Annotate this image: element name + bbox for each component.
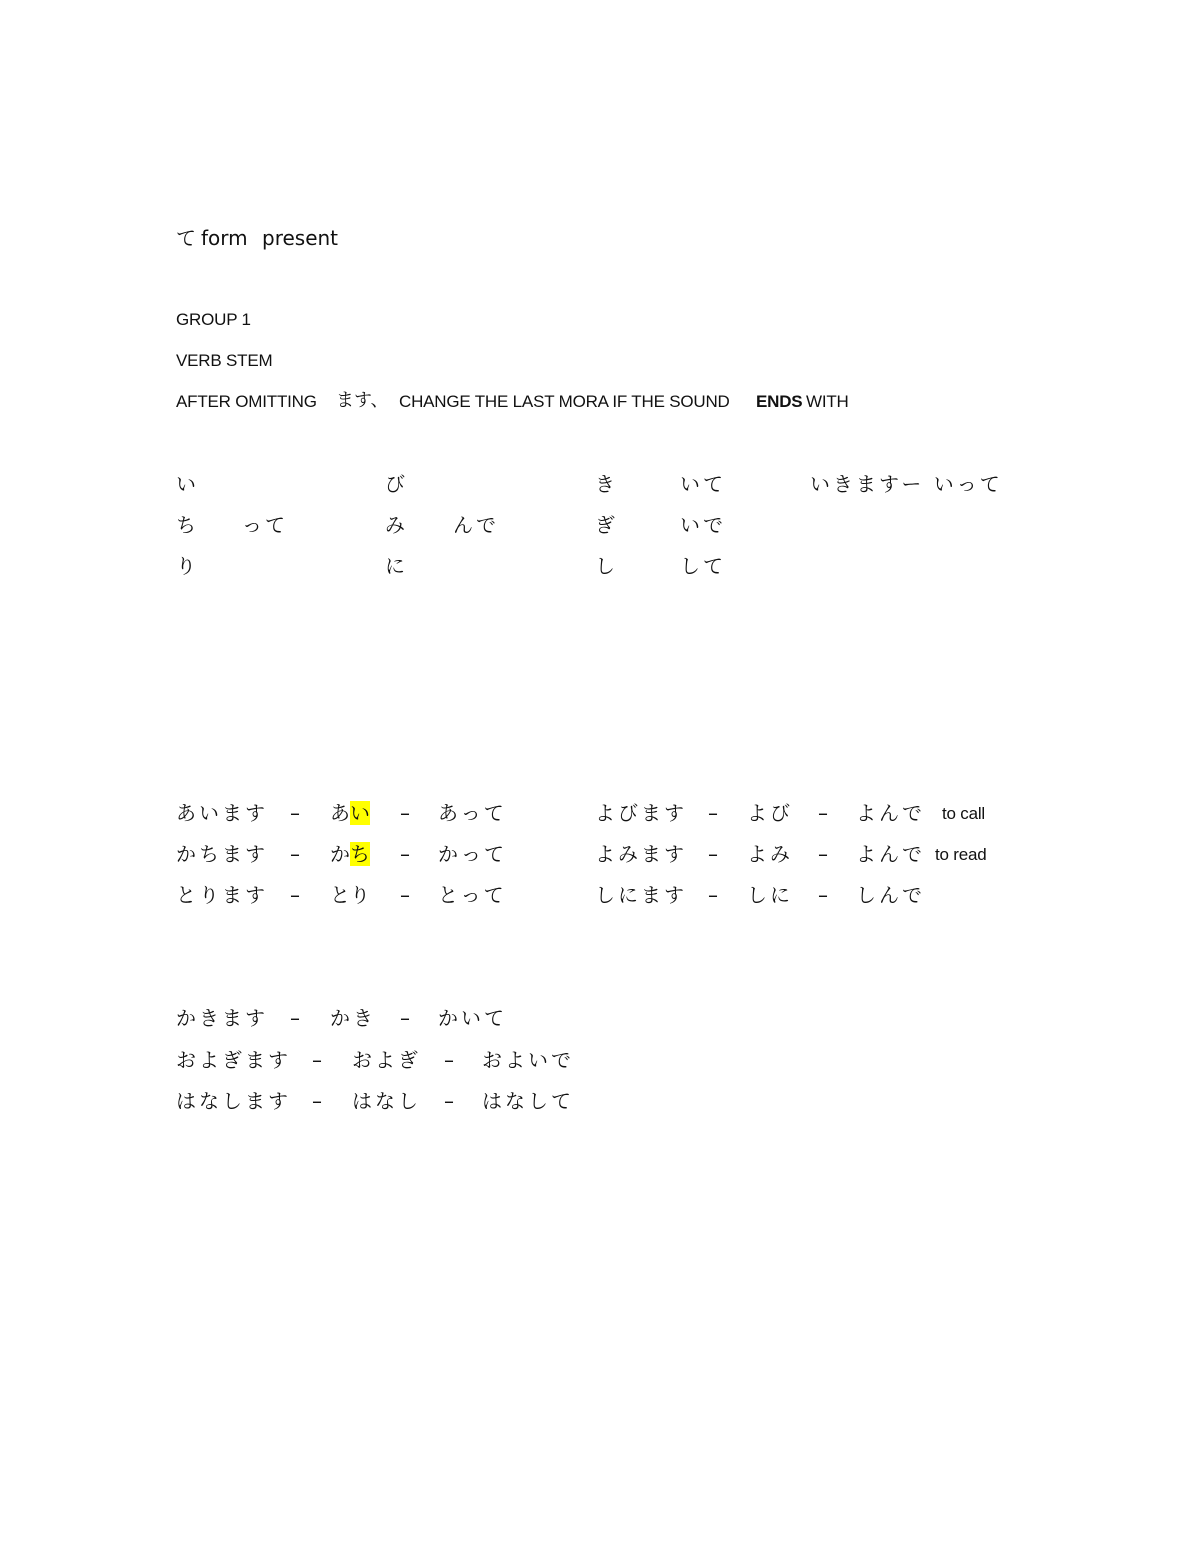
example-masu: かちます <box>176 842 268 866</box>
ending-ni: に <box>385 554 405 578</box>
example-stem: とり <box>330 883 370 907</box>
example-dash: – <box>400 883 410 907</box>
example-masu: よびます <box>595 801 687 825</box>
example-te: あって <box>438 801 507 825</box>
ending-nde: んで <box>453 513 499 537</box>
example-masu: およぎます <box>176 1048 291 1072</box>
example-dash: – <box>312 1089 322 1113</box>
example-stem: しに <box>747 883 793 907</box>
example-dash: – <box>444 1089 454 1113</box>
example-stem: およぎ <box>352 1048 421 1072</box>
example-te: よんで <box>856 801 925 825</box>
example-stem: かち <box>330 842 370 866</box>
title-present: present <box>262 226 339 250</box>
ending-gi-result: いで <box>680 513 726 537</box>
example-masu: とります <box>176 883 268 907</box>
ending-ki: き <box>595 472 615 496</box>
example-meaning: to read <box>935 845 987 864</box>
rule-ends: ENDS <box>756 392 803 411</box>
example-dash: – <box>818 801 828 825</box>
rule-prefix: AFTER OMITTING <box>176 392 317 411</box>
example-te: およいで <box>482 1048 574 1072</box>
example-meaning: to call <box>942 804 986 823</box>
example-dash: – <box>312 1048 322 1072</box>
example-stem: よみ <box>747 842 793 866</box>
example-te: よんで <box>856 842 925 866</box>
example-dash: – <box>708 842 718 866</box>
title-te: て <box>176 226 196 250</box>
example-te: かって <box>438 842 507 866</box>
ending-i: い <box>176 472 196 496</box>
example-te: かいて <box>438 1006 507 1030</box>
example-dash: – <box>444 1048 454 1072</box>
example-stem: かき <box>330 1006 376 1030</box>
example-dash: – <box>708 883 718 907</box>
title-form: form <box>201 226 248 250</box>
rule-suffix: WITH <box>806 392 849 411</box>
ending-bi: び <box>385 472 405 496</box>
rule-masu: ます、 <box>336 390 389 411</box>
ending-gi: ぎ <box>595 513 615 537</box>
example-stem: あい <box>330 801 370 825</box>
example-dash: – <box>400 1006 410 1030</box>
rule-middle: CHANGE THE LAST MORA IF THE SOUND <box>399 392 730 411</box>
example-stem: はなし <box>352 1089 421 1113</box>
ending-tte: って <box>242 513 288 537</box>
example-masu: しにます <box>595 883 687 907</box>
example-dash: – <box>290 1006 300 1030</box>
ending-chi: ち <box>176 513 196 537</box>
example-dash: – <box>400 842 410 866</box>
example-masu: よみます <box>595 842 687 866</box>
example-dash: – <box>818 883 828 907</box>
group-heading: GROUP 1 <box>176 310 251 329</box>
highlighted-mora: ち <box>350 842 370 866</box>
highlighted-mora: い <box>350 801 370 825</box>
example-dash: – <box>400 801 410 825</box>
example-dash: – <box>818 842 828 866</box>
example-te: はなして <box>482 1089 574 1113</box>
ending-ri: り <box>176 554 196 578</box>
example-dash: – <box>290 883 300 907</box>
example-te: しんで <box>856 883 925 907</box>
ending-shi-result: して <box>680 554 726 578</box>
example-dash: – <box>708 801 718 825</box>
example-dash: – <box>290 801 300 825</box>
ending-ki-result: いて <box>680 472 726 496</box>
example-masu: はなします <box>176 1089 291 1113</box>
example-masu: かきます <box>176 1006 268 1030</box>
ending-ikimasu-note: いきますー いって <box>810 472 1003 496</box>
ending-shi: し <box>595 554 615 578</box>
example-dash: – <box>290 842 300 866</box>
example-te: とって <box>438 883 507 907</box>
verb-stem-heading: VERB STEM <box>176 351 273 370</box>
example-masu: あいます <box>176 801 268 825</box>
example-stem: よび <box>747 801 793 825</box>
ending-mi: み <box>385 513 405 537</box>
